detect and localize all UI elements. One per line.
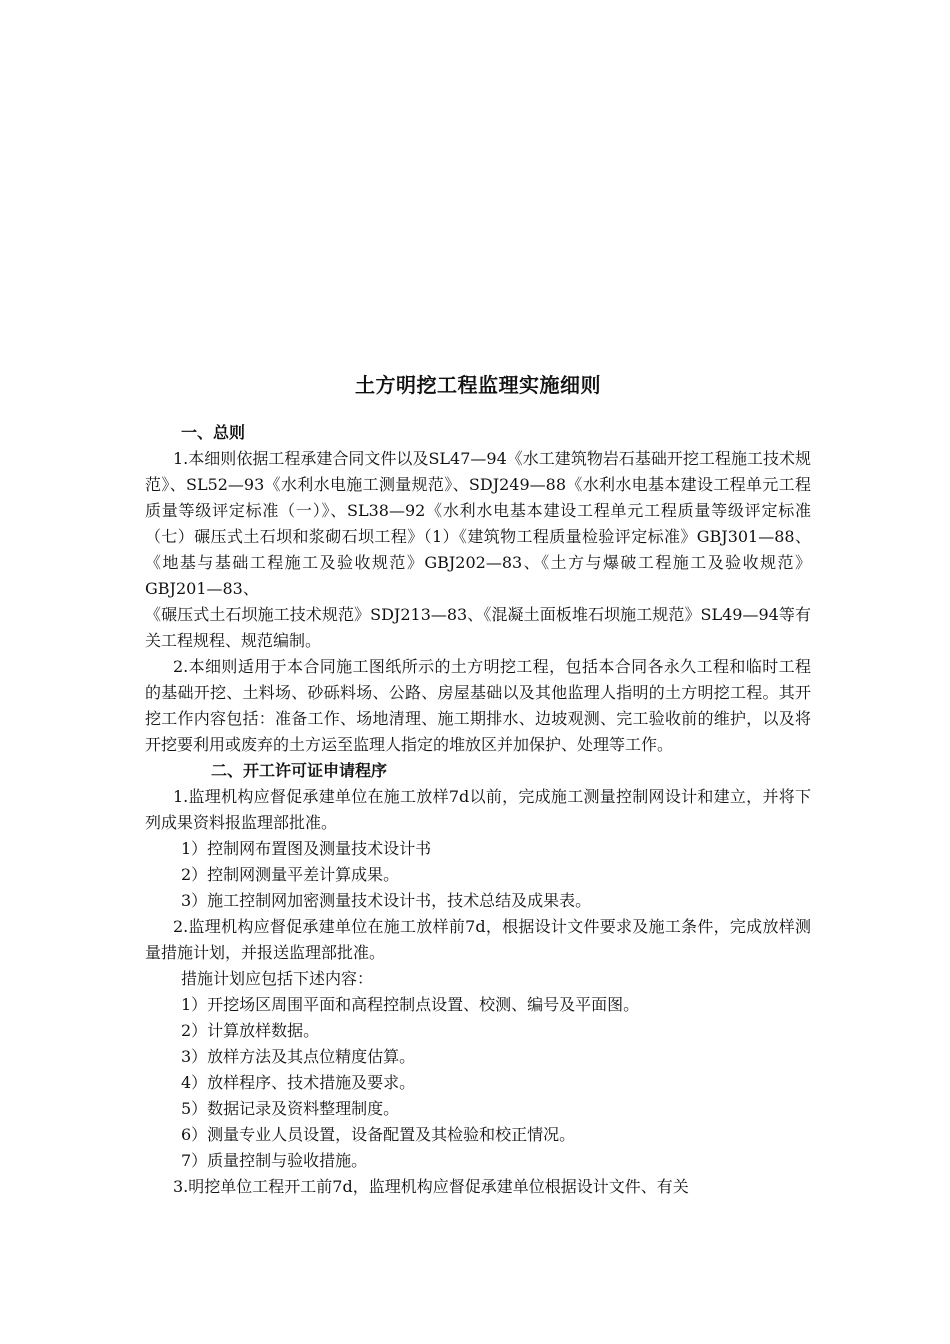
list-item: 2）计算放样数据。 bbox=[181, 1021, 320, 1040]
list-item: 1）开挖场区周围平面和高程控制点设置、校测、编号及平面图。 bbox=[181, 995, 640, 1014]
list-item: 5）数据记录及资料整理制度。 bbox=[181, 1099, 400, 1118]
list-item: 3）放样方法及其点位精度估算。 bbox=[181, 1047, 416, 1066]
paragraph-basis: 1.本细则依据工程承建合同文件以及SL47—94《水工建筑物岩石基础开挖工程施工技术规范》、SL52—93《水利水电施工测量规范》、SDJ249—88《水利水电基本建设工程单元工程质量等级评定标准（一）》、SL38—92《水利水电基本建设工程单元工程质量等级评定标准（七）碾压式土石坝和浆砌石坝工程》（1）《建筑物工程质量检验评定标准》GBJ301—88、《地基与基础工程施工及验收规范》GBJ202—83、《土方与爆破工程施工及验收规范》GBJ201—83、 bbox=[145, 449, 811, 598]
paragraph-basis-continued: 《碾压式土石坝施工技术规范》SDJ213—83、《混凝土面板堆石坝施工规范》SL49—94等有关工程规程、规范编制。 bbox=[145, 605, 811, 650]
control-network-list bbox=[145, 836, 811, 914]
section-permit-procedure bbox=[145, 758, 811, 1200]
list-item: 7）质量控制与验收措施。 bbox=[181, 1151, 368, 1170]
paragraph-staking-plan: 2.监理机构应督促承建单位在施工放样前7d，根据设计文件要求及施工条件，完成放样测量措施计划，并报送监理部批准。 bbox=[145, 917, 811, 962]
paragraph-pre-start: 3.明挖单位工程开工前7d，监理机构应督促承建单位根据设计文件、有关 bbox=[173, 1177, 689, 1196]
paragraph-control-network: 1.监理机构应督促承建单位在施工放样7d以前，完成施工测量控制网设计和建立，并将下列成果资料报监理部批准。 bbox=[145, 787, 811, 832]
list-item: 1）控制网布置图及测量技术设计书 bbox=[181, 839, 432, 858]
section-heading-permit: 二、开工许可证申请程序 bbox=[211, 761, 388, 780]
list-item: 3）施工控制网加密测量技术设计书，技术总结及成果表。 bbox=[181, 891, 592, 910]
paragraph-plan-lead: 措施计划应包括下述内容： bbox=[181, 969, 374, 988]
section-general bbox=[145, 420, 811, 758]
list-item: 4）放样程序、技术措施及要求。 bbox=[181, 1073, 416, 1092]
list-item: 6）测量专业人员设置，设备配置及其检验和校正情况。 bbox=[181, 1125, 576, 1144]
document-page bbox=[145, 368, 811, 1200]
paragraph-scope: 2.本细则适用于本合同施工图纸所示的土方明挖工程，包括本合同各永久工程和临时工程的基础开挖、土料场、砂砾料场、公路、房屋基础以及其他监理人指明的土方明挖工程。其开挖工作内容包括：准备工作、场地清理、施工期排水、边坡观测、完工验收前的维护，以及将开挖要利用或废弃的土方运至监理人指定的堆放区并加保护、处理等工作。 bbox=[145, 657, 811, 754]
staking-plan-list bbox=[145, 992, 811, 1174]
document-title: 土方明挖工程监理实施细则 bbox=[355, 373, 601, 397]
section-heading-general: 一、总则 bbox=[181, 423, 246, 442]
list-item: 2）控制网测量平差计算成果。 bbox=[181, 865, 400, 884]
